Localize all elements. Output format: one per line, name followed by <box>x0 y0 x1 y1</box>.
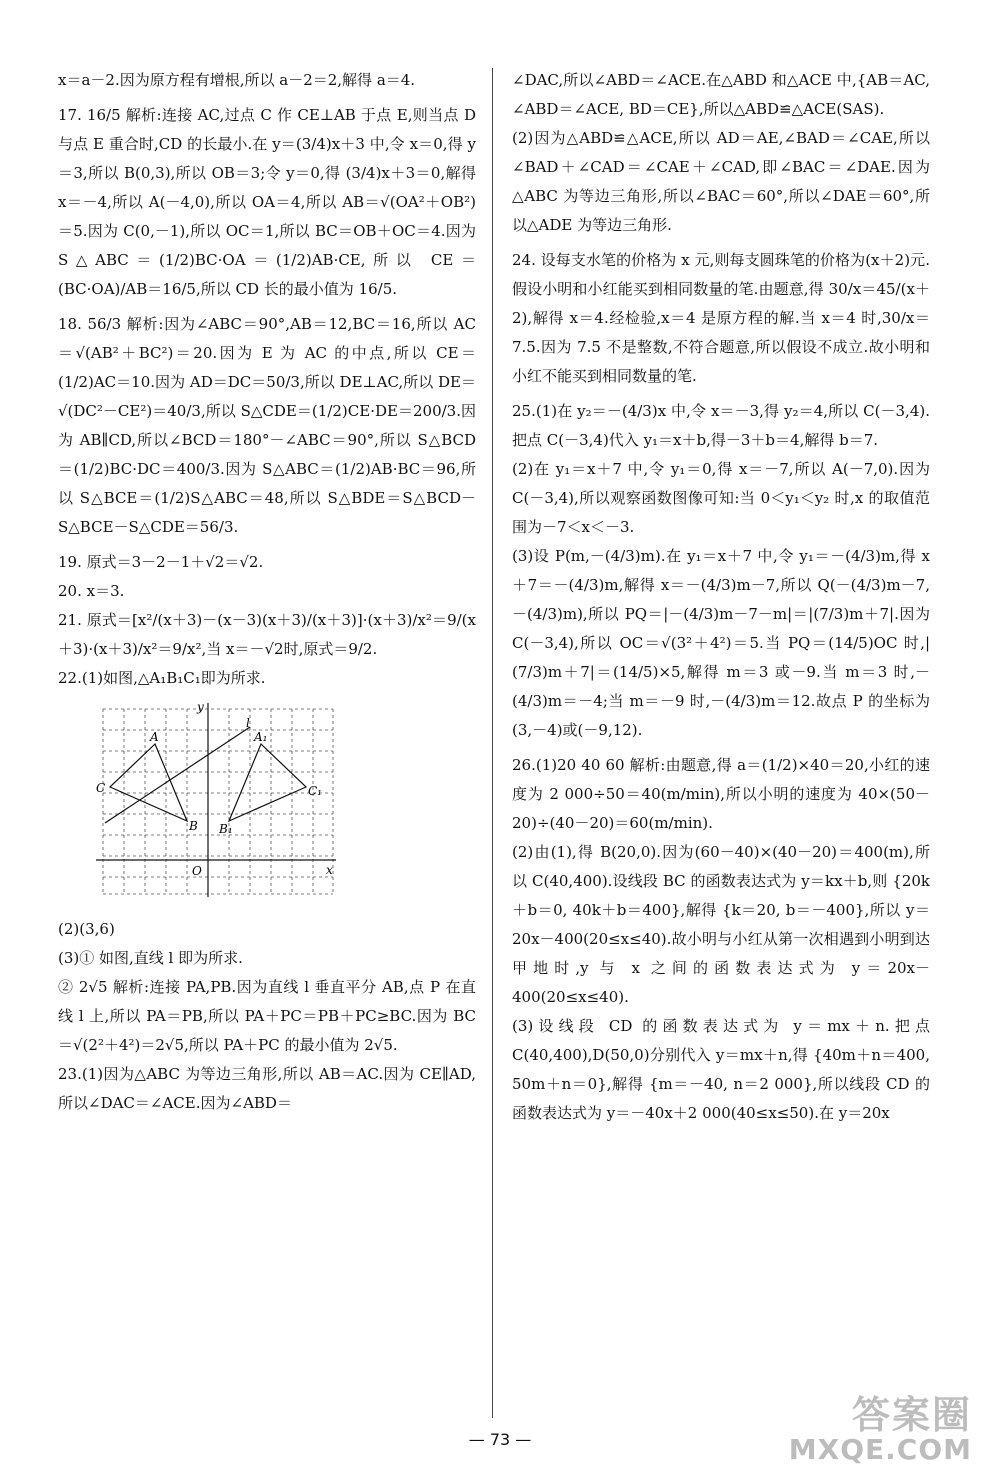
vertex-b1: B₁ <box>219 822 233 836</box>
answer-16-tail: x＝a－2.因为原方程有增根,所以 a－2＝2,解得 a＝4. <box>58 71 416 89</box>
answer-20: 20. x＝3. <box>58 582 125 600</box>
answer-22-1: 22.(1)如图,△A₁B₁C₁即为所求. <box>58 669 266 687</box>
answer-25-2: (2)在 y₁＝x＋7 中,令 y₁＝0,得 x＝－7,所以 A(－7,0).因为 C(－3,4),所以观察函数图像可知:当 0＜y₁＜y₂ 时,x 的取值范围为－7＜x＜－3. <box>512 460 930 536</box>
answer-18: 18. 56/3 解析:因为∠ABC＝90°,AB＝12,BC＝16,所以 AC＝√(AB²＋BC²)＝20.因为 E 为 AC 的中点,所以 CE＝(1/2)AC＝10.因为 AD＝DC＝50/3,所以 DE⊥AC,所以 DE＝√(DC²－CE²)＝40/3,所以 S△CDE＝(1/2)CE·DE＝200/3.因为 AB∥CD,所以∠BCD＝180°－∠ABC＝90°,所以 S△BCD＝(1/2)BC·DC＝400/3.因为 S△ABC＝(1/2)AB·BC＝96,所以 S△BCE＝(1/2)S△ABC＝48,所以 S△BDE＝S△BCD－S△BCE－S△CDE＝56/3. <box>58 315 476 536</box>
vertex-a1: A₁ <box>254 730 268 744</box>
triangle-abc <box>110 744 187 821</box>
column-divider <box>492 68 493 1418</box>
page-number: — 73 — <box>468 1430 532 1449</box>
answer-24: 24. 设每支水笔的价格为 x 元,则每支圆珠笔的价格为(x＋2)元.假设小明和小红能买到相同数量的笔.由题意,得 30/x＝45/(x＋2),解得 x＝4.经检验,x＝4 是原方程的解.当 x＝4 时,30/x＝7.5.因为 7.5 不是整数,不符合题意,所以假设不成立.故小明和小红不能买到相同数量的笔. <box>512 251 930 385</box>
watermark-line2: MXQE.COM <box>788 1433 972 1466</box>
y-axis-label: y <box>197 700 204 714</box>
answer-23-1b: ∠DAC,所以∠ABD＝∠ACE.在△ABD 和△ACE 中,{AB＝AC, ∠ABD＝∠ACE, BD＝CE},所以△ABD≌△ACE(SAS). <box>512 71 930 118</box>
answer-26-2: (2)由(1),得 B(20,0).因为(60－40)×(40－20)＝400(m),所以 C(40,400).设线段 BC 的函数表达式为 y＝kx＋b,则 {20k＋b＝0, 40k＋b＝400},解得 {k＝20, b＝－400},所以 y＝20x－400(20≤x≤40).故小明与小红从第一次相遇到小明到达甲地时,y 与 x 之间的函数表达式为 y＝20x－400(20≤x≤40). <box>512 843 930 1006</box>
answer-23-1: 23.(1)因为△ABC 为等边三角形,所以 AB＝AC.因为 CE∥AD,所以∠DAC＝∠ACE.因为∠ABD＝ <box>58 1065 476 1112</box>
grid-figure <box>88 699 476 909</box>
vertex-a: A <box>150 730 159 744</box>
origin-label: O <box>192 864 202 878</box>
left-column <box>58 66 476 1118</box>
answer-17: 17. 16/5 解析:连接 AC,过点 C 作 CE⊥AB 于点 E,则当点 D 与点 E 重合时,CD 的长最小.在 y＝(3/4)x＋3 中,令 x＝0,得 y＝3,所以 B(0,3),所以 OB＝3;令 y＝0,得 (3/4)x＋3＝0,解得 x＝－4,所以 A(－4,0),所以 OA＝4,所以 AB＝√(OA²＋OB²)＝5.因为 C(0,－1),所以 OC＝1,所以 BC＝OB＋OC＝4.因为 S△ABC＝(1/2)BC·OA＝(1/2)AB·CE,所以 CE＝(BC·OA)/AB＝16/5,所以 CD 长的最小值为 16/5. <box>58 106 476 298</box>
vertex-c1: C₁ <box>308 784 322 798</box>
vertex-b: B <box>189 819 198 833</box>
triangle-a1b1c1 <box>229 744 306 821</box>
watermark-logo <box>789 1395 972 1465</box>
answer-19: 19. 原式＝3－2－1＋√2＝√2. <box>58 553 264 571</box>
line-l <box>105 727 250 823</box>
answer-21: 21. 原式＝[x²/(x＋3)－(x－3)(x＋3)/(x＋3)]·(x＋3)/x²＝9/(x＋3)·(x＋3)/x²＝9/x²,当 x＝－√2时,原式＝9/2. <box>58 611 476 658</box>
answer-22-2: (2)(3,6) <box>58 920 115 938</box>
answer-26-1: 26.(1)20 40 60 解析:由题意,得 a＝(1/2)×40＝20,小红的速度为 2 000÷50＝40(m/min),所以小明的速度为 40×(50－20)÷(40－20)＝60(m/min). <box>512 756 930 832</box>
vertex-c: C <box>96 781 106 795</box>
answer-22-3a: (3)① 如图,直线 l 即为所求. <box>58 949 243 967</box>
answer-25-3: (3)设 P(m,－(4/3)m).在 y₁＝x＋7 中,令 y₁＝－(4/3)m,得 x＋7＝－(4/3)m,解得 x＝－(4/3)m－7,所以 Q(－(4/3)m－7,－(4/3)m),所以 PQ＝|－(4/3)m－7－m|＝|(7/3)m＋7|.因为 C(－3,4),所以 OC＝√(3²＋4²)＝5.当 PQ＝(14/5)OC 时,|(7/3)m＋7|＝(14/5)×5,解得 m＝3 或－9.当 m＝3 时,－(4/3)m＝－4;当 m＝－9 时,－(4/3)m＝12.故点 P 的坐标为(3,－4)或(－9,12). <box>512 547 930 739</box>
answer-23-2: (2)因为△ABD≌△ACE,所以 AD＝AE,∠BAD＝∠CAE,所以∠BAD＋∠CAD＝∠CAE＋∠CAD,即∠BAC＝∠DAE.因为△ABC 为等边三角形,所以∠BAC＝60°,所以∠DAE＝60°,所以△ADE 为等边三角形. <box>512 129 930 234</box>
answer-22-3b: ② 2√5 解析:连接 PA,PB.因为直线 l 垂直平分 AB,点 P 在直线 l 上,所以 PA＝PB,所以 PA＋PC＝PB＋PC≥BC.因为 BC＝√(2²＋4²)＝2√5,所以 PA＋PC 的最小值为 2√5. <box>58 978 476 1054</box>
coordinate-grid-svg <box>88 699 338 899</box>
right-column <box>512 66 930 1128</box>
line-l-label: l <box>246 716 250 730</box>
answer-25-1: 25.(1)在 y₂＝－(4/3)x 中,令 x＝－3,得 y₂＝4,所以 C(－3,4).把点 C(－3,4)代入 y₁＝x＋b,得－3＋b＝4,解得 b＝7. <box>512 402 930 449</box>
x-axis-label: x <box>326 863 333 877</box>
watermark-line1: 答案圈 <box>851 1393 972 1437</box>
answer-26-3: (3)设线段 CD 的函数表达式为 y＝mx＋n.把点 C(40,400),D(50,0)分别代入 y＝mx＋n,得 {40m＋n＝400, 50m＋n＝0},解得 {m＝－40, n＝2 000},所以线段 CD 的函数表达式为 y＝－40x＋2 000(40≤x≤50).在 y＝20x <box>512 1017 930 1122</box>
